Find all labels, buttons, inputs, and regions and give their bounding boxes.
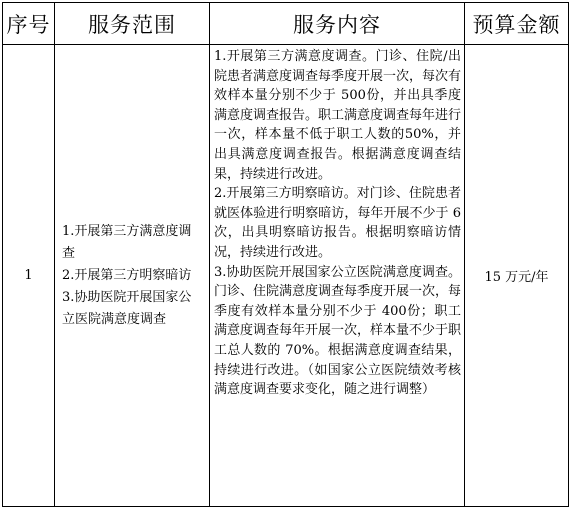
cell-scope [55, 45, 210, 507]
cell-budget: 15 万元/年 [465, 45, 569, 507]
header-budget: 预算金额 [465, 3, 569, 45]
header-scope: 服务范围 [55, 3, 210, 45]
table-row [3, 45, 569, 507]
header-content: 服务内容 [210, 3, 465, 45]
scope-item: 2.开展第三方明察暗访 [62, 267, 192, 283]
cell-content [210, 45, 465, 507]
header-seq: 序号 [3, 3, 55, 45]
scope-item: 1.开展第三方满意度调查 [62, 223, 192, 261]
content-item: 3.协助医院开展国家公立医院满意度调查。门诊、住院满意度调查每季度开展一次，每季度有效样本量分别不少于 400份；职工满意度调查每年开展一次，样本量不少于职工总人数的 70%。根据满意度调查结果，持续进行改进。（如国家公立医院绩效考核满意度调查要求变化，随之进行调整） [214, 264, 462, 398]
service-table [2, 2, 569, 507]
header-row [3, 3, 569, 45]
content-item: 1.开展第三方满意度调查。门诊、住院/出院患者满意度调查每季度开展一次，每次有效样本量分别不少于 500份，并出具季度满意度调查报告。职工满意度调查每年进行一次，样本量不低于职工人数的50%，并出具满意度调查报告。根据满意度调查结果，持续进行改进。 [214, 49, 462, 182]
content-item: 2.开展第三方明察暗访。对门诊、住院患者就医体验进行明察暗访，每年开展不少于 6次，出具明察暗访报告。根据明察暗访情况，持续进行改进。 [214, 186, 461, 260]
cell-seq: 1 [3, 45, 55, 507]
scope-item: 3.协助医院开展国家公立医院满意度调查 [62, 289, 192, 327]
